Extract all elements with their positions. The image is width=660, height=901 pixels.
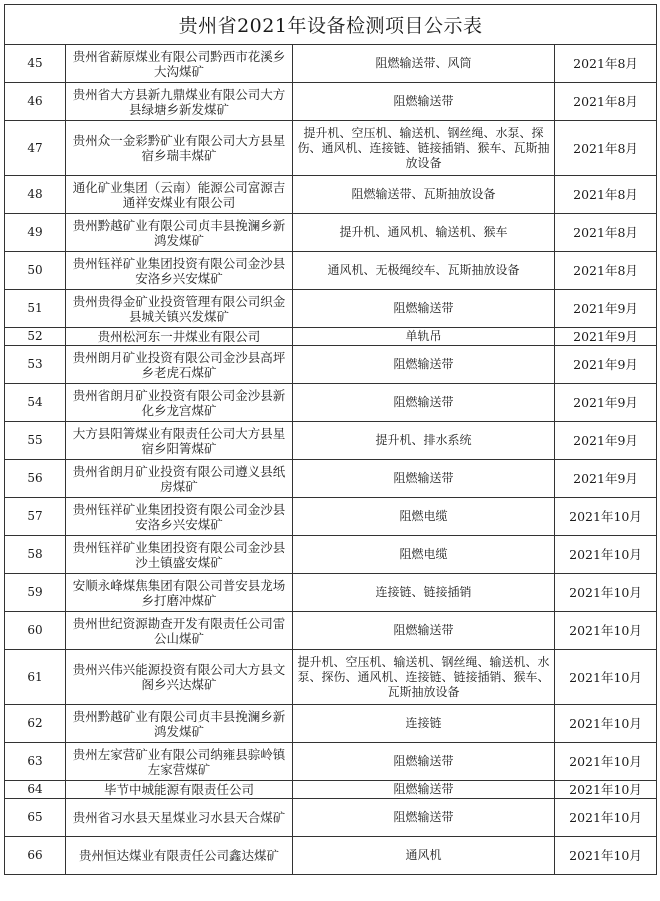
row-number: 60 (5, 612, 66, 650)
equipment-cell: 阻燃电缆 (293, 536, 555, 574)
date-cell: 2021年8月 (555, 45, 657, 83)
table-row (5, 612, 657, 650)
row-number: 48 (5, 176, 66, 214)
row-number: 54 (5, 384, 66, 422)
equipment-cell: 阻燃输送带 (293, 799, 555, 837)
table-row (5, 705, 657, 743)
date-cell: 2021年8月 (555, 83, 657, 121)
date-cell: 2021年10月 (555, 781, 657, 799)
equipment-cell: 阻燃输送带 (293, 290, 555, 328)
table-row (5, 498, 657, 536)
table-row (5, 574, 657, 612)
table-row (5, 536, 657, 574)
row-number: 61 (5, 650, 66, 705)
company-cell: 贵州钰祥矿业集团投资有限公司金沙县安洛乡兴安煤矿 (66, 498, 293, 536)
company-cell: 贵州钰祥矿业集团投资有限公司金沙县沙土镇盛安煤矿 (66, 536, 293, 574)
date-cell: 2021年9月 (555, 422, 657, 460)
date-cell: 2021年9月 (555, 290, 657, 328)
row-number: 57 (5, 498, 66, 536)
equipment-cell: 通风机 (293, 837, 555, 875)
company-cell: 贵州黔越矿业有限公司贞丰县挽澜乡新鸿发煤矿 (66, 214, 293, 252)
table-row (5, 346, 657, 384)
date-cell: 2021年10月 (555, 799, 657, 837)
table-row (5, 252, 657, 290)
company-cell: 贵州省薪原煤业有限公司黔西市花溪乡大沟煤矿 (66, 45, 293, 83)
date-cell: 2021年10月 (555, 536, 657, 574)
company-cell: 贵州省朗月矿业投资有限公司金沙县新化乡龙宫煤矿 (66, 384, 293, 422)
table-row (5, 384, 657, 422)
row-number: 53 (5, 346, 66, 384)
equipment-cell: 阻燃电缆 (293, 498, 555, 536)
equipment-cell: 提升机、通风机、输送机、猴车 (293, 214, 555, 252)
date-cell: 2021年10月 (555, 650, 657, 705)
date-cell: 2021年8月 (555, 252, 657, 290)
table-row (5, 45, 657, 83)
company-cell: 贵州恒达煤业有限责任公司鑫达煤矿 (66, 837, 293, 875)
date-cell: 2021年10月 (555, 837, 657, 875)
table-row (5, 743, 657, 781)
table-row (5, 781, 657, 799)
date-cell: 2021年8月 (555, 176, 657, 214)
company-cell: 贵州兴伟兴能源投资有限公司大方县文阁乡兴达煤矿 (66, 650, 293, 705)
table-row (5, 121, 657, 176)
table-row (5, 176, 657, 214)
equipment-cell: 提升机、空压机、输送机、钢丝绳、输送机、水泵、探伤、通风机、连接链、链接插销、猴车、瓦斯抽放设备 (293, 650, 555, 705)
equipment-cell: 提升机、排水系统 (293, 422, 555, 460)
row-number: 56 (5, 460, 66, 498)
company-cell: 贵州松河东一井煤业有限公司 (66, 328, 293, 346)
equipment-cell: 通风机、无极绳绞车、瓦斯抽放设备 (293, 252, 555, 290)
company-cell: 贵州省朗月矿业投资有限公司遵义县纸房煤矿 (66, 460, 293, 498)
table-body (5, 45, 657, 875)
row-number: 49 (5, 214, 66, 252)
company-cell: 大方县阳箐煤业有限责任公司大方县星宿乡阳箐煤矿 (66, 422, 293, 460)
equipment-cell: 阻燃输送带、风筒 (293, 45, 555, 83)
row-number: 64 (5, 781, 66, 799)
equipment-cell: 阻燃输送带 (293, 460, 555, 498)
row-number: 50 (5, 252, 66, 290)
company-cell: 贵州世纪资源勘查开发有限责任公司雷公山煤矿 (66, 612, 293, 650)
equipment-cell: 单轨吊 (293, 328, 555, 346)
date-cell: 2021年9月 (555, 346, 657, 384)
company-cell: 贵州众一金彩黔矿业有限公司大方县星宿乡瑞丰煤矿 (66, 121, 293, 176)
table-row (5, 837, 657, 875)
row-number: 47 (5, 121, 66, 176)
equipment-cell: 阻燃输送带 (293, 781, 555, 799)
equipment-cell: 阻燃输送带 (293, 743, 555, 781)
company-cell: 安顺永峰煤焦集团有限公司普安县龙场乡打磨冲煤矿 (66, 574, 293, 612)
date-cell: 2021年9月 (555, 328, 657, 346)
row-number: 66 (5, 837, 66, 875)
row-number: 55 (5, 422, 66, 460)
company-cell: 贵州钰祥矿业集团投资有限公司金沙县安洛乡兴安煤矿 (66, 252, 293, 290)
equipment-cell: 阻燃输送带 (293, 83, 555, 121)
table-row (5, 290, 657, 328)
date-cell: 2021年10月 (555, 612, 657, 650)
project-table (4, 4, 657, 875)
date-cell: 2021年10月 (555, 498, 657, 536)
row-number: 46 (5, 83, 66, 121)
table-title: 贵州省2021年设备检测项目公示表 (5, 5, 657, 45)
date-cell: 2021年10月 (555, 743, 657, 781)
row-number: 52 (5, 328, 66, 346)
date-cell: 2021年10月 (555, 705, 657, 743)
table-row (5, 214, 657, 252)
date-cell: 2021年10月 (555, 574, 657, 612)
table-row (5, 650, 657, 705)
equipment-cell: 提升机、空压机、输送机、钢丝绳、水泵、探伤、通风机、连接链、链接插销、猴车、瓦斯抽放设备 (293, 121, 555, 176)
table-row (5, 83, 657, 121)
row-number: 65 (5, 799, 66, 837)
table-row (5, 328, 657, 346)
table-row (5, 799, 657, 837)
date-cell: 2021年8月 (555, 121, 657, 176)
equipment-cell: 阻燃输送带 (293, 384, 555, 422)
company-cell: 贵州省大方县新九鼎煤业有限公司大方县绿塘乡新发煤矿 (66, 83, 293, 121)
equipment-cell: 连接链、链接插销 (293, 574, 555, 612)
equipment-cell: 连接链 (293, 705, 555, 743)
company-cell: 贵州朗月矿业投资有限公司金沙县高坪乡老虎石煤矿 (66, 346, 293, 384)
row-number: 62 (5, 705, 66, 743)
row-number: 63 (5, 743, 66, 781)
row-number: 58 (5, 536, 66, 574)
date-cell: 2021年9月 (555, 384, 657, 422)
table-row (5, 422, 657, 460)
equipment-cell: 阻燃输送带 (293, 346, 555, 384)
row-number: 51 (5, 290, 66, 328)
company-cell: 贵州左家营矿业有限公司纳雍县骔岭镇左家营煤矿 (66, 743, 293, 781)
date-cell: 2021年9月 (555, 460, 657, 498)
company-cell: 毕节中城能源有限责任公司 (66, 781, 293, 799)
row-number: 45 (5, 45, 66, 83)
company-cell: 贵州省习水县天星煤业习水县天合煤矿 (66, 799, 293, 837)
row-number: 59 (5, 574, 66, 612)
company-cell: 通化矿业集团（云南）能源公司富源吉通祥安煤业有限公司 (66, 176, 293, 214)
company-cell: 贵州贵得金矿业投资管理有限公司织金县城关镇兴发煤矿 (66, 290, 293, 328)
equipment-cell: 阻燃输送带、瓦斯抽放设备 (293, 176, 555, 214)
title-row (5, 5, 657, 45)
table-row (5, 460, 657, 498)
company-cell: 贵州黔越矿业有限公司贞丰县挽澜乡新鸿发煤矿 (66, 705, 293, 743)
date-cell: 2021年8月 (555, 214, 657, 252)
equipment-cell: 阻燃输送带 (293, 612, 555, 650)
